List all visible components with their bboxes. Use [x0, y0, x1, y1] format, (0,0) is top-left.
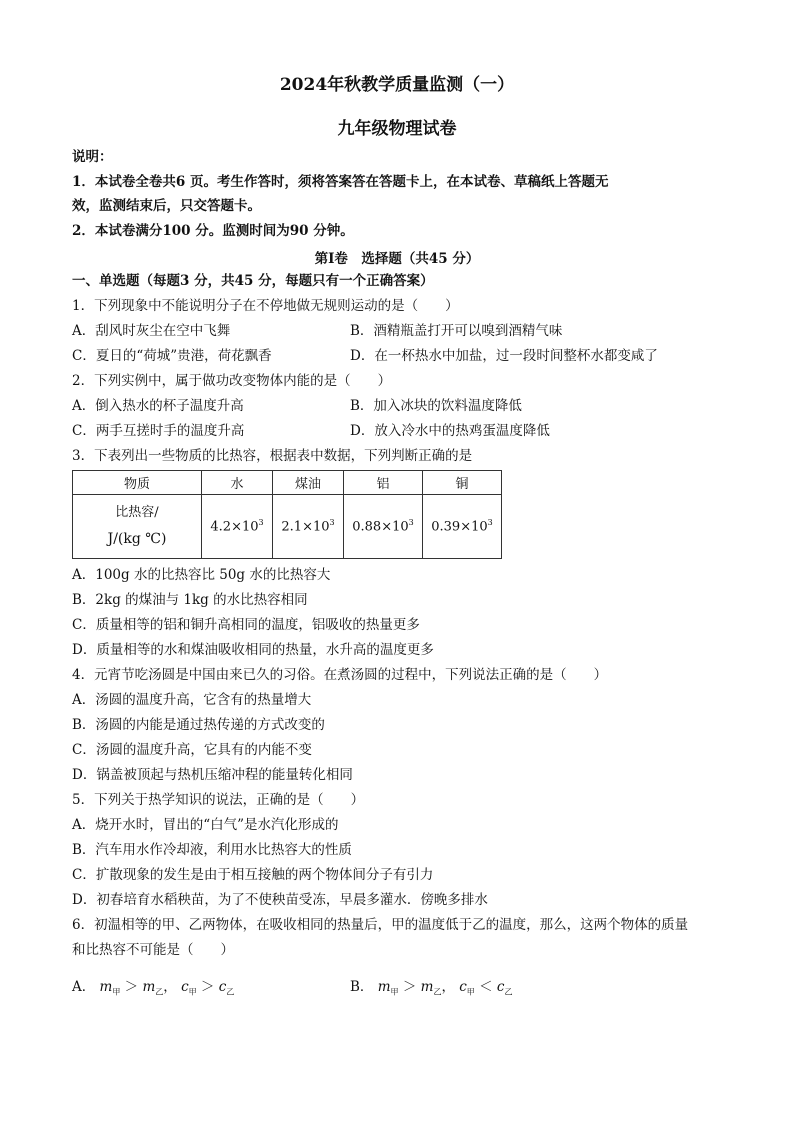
subscript-yi: 乙 — [226, 987, 235, 997]
relation: ＞ — [124, 979, 139, 995]
subscript-yi: 乙 — [155, 987, 164, 997]
relation: ＜ — [479, 979, 493, 995]
mass-symbol: m — [142, 979, 156, 995]
table-header-aluminum: 铝 — [344, 471, 423, 495]
notes-heading: 说明： — [72, 149, 113, 165]
exponent: 3 — [487, 518, 493, 528]
exponent: 3 — [258, 518, 264, 528]
q2-option-d: D．放入冷水中的热鸡蛋温度降低 — [350, 423, 550, 439]
q2-option-c: C．两手互搓时手的温度升高 — [72, 423, 245, 439]
q3-option-b: B．2kg 的煤油与 1kg 的水比热容相同 — [72, 592, 308, 608]
separator: ， — [163, 979, 177, 995]
separator: ， — [441, 979, 455, 995]
q2-stem: 2．下列实例中，属于做功改变物体内能的是（ ） — [72, 373, 392, 389]
table-header-water: 水 — [202, 471, 273, 495]
subscript-yi: 乙 — [433, 987, 442, 997]
mass-symbol: m — [377, 979, 391, 995]
table-cell-copper — [423, 495, 502, 559]
table-header-copper: 铜 — [423, 471, 502, 495]
q3-option-c: C．质量相等的铝和铜升高相同的温度，铝吸收的热量更多 — [72, 617, 420, 633]
value-water: 4.2×10 — [210, 519, 259, 535]
q1-option-d: D．在一杯热水中加盐，过一段时间整杯水都变咸了 — [350, 348, 658, 364]
q2-option-a: A．倒入热水的杯子温度升高 — [72, 398, 244, 414]
row-label-line-1: 比热容/ — [115, 504, 159, 520]
specific-heat-table — [72, 470, 502, 559]
q4-stem: 4．元宵节吃汤圆是中国由来已久的习俗。在煮汤圆的过程中，下列说法正确的是（ ） — [72, 667, 608, 683]
table-header-substance: 物质 — [73, 471, 202, 495]
table-cell-kerosene — [273, 495, 344, 559]
table-cell-aluminum — [344, 495, 423, 559]
exam-title: 2024年秋教学质量监测（一） — [279, 75, 515, 95]
q1-option-c: C．夏日的“荷城”贵港，荷花飘香 — [72, 348, 272, 364]
q1-option-a: A．刮风时灰尘在空中飞舞 — [72, 323, 231, 339]
q4-option-a: A．汤圆的温度升高，它含有的热量增大 — [72, 692, 312, 708]
notes-item-1-line-1: 1．本试卷全卷共6 页。考生作答时，须将答案答在答题卡上，在本试卷、草稿纸上答题无 — [72, 174, 609, 190]
q4-option-d: D．锅盖被顶起与热机压缩冲程的能量转化相同 — [72, 767, 353, 783]
subscript-jia: 甲 — [112, 987, 121, 997]
table-header-kerosene: 煤油 — [273, 471, 344, 495]
heat-capacity-symbol: c — [459, 979, 467, 995]
value-kerosene: 2.1×10 — [281, 519, 330, 535]
subscript-yi: 乙 — [504, 987, 513, 997]
q5-stem: 5．下列关于热学知识的说法，正确的是（ ） — [72, 792, 365, 808]
q1-option-b: B．酒精瓶盖打开可以嗅到酒精气味 — [350, 323, 563, 339]
mass-symbol: m — [420, 979, 434, 995]
subscript-jia: 甲 — [466, 987, 475, 997]
q1-stem: 1．下列现象中不能说明分子在不停地做无规则运动的是（ ） — [72, 298, 459, 314]
subscript-jia: 甲 — [188, 987, 197, 997]
q5-option-c: C．扩散现象的发生是由于相互接触的两个物体间分子有引力 — [72, 867, 434, 883]
section-heading: 一、单选题（每题3 分，共45 分，每题只有一个正确答案） — [72, 273, 434, 289]
relation: ＞ — [402, 979, 417, 995]
notes-item-1-line-2: 效，监测结束后，只交答题卡。 — [72, 198, 261, 214]
option-label: B． — [350, 979, 374, 995]
q6-stem-line-1: 6．初温相等的甲、乙两物体，在吸收相同的热量后，甲的温度低于乙的温度，那么，这两个物体的质量 — [72, 917, 689, 933]
q2-option-b: B．加入冰块的饮料温度降低 — [350, 398, 522, 414]
option-label: A． — [72, 979, 96, 995]
q3-option-d: D．质量相等的水和煤油吸收相同的热量，水升高的温度更多 — [72, 642, 434, 658]
exponent: 3 — [329, 518, 335, 528]
heat-capacity-symbol: c — [181, 979, 189, 995]
q5-option-d: D．初春培育水稻秧苗，为了不使秧苗受冻，早晨多灌水．傍晚多排水 — [72, 892, 488, 908]
q3-stem: 3．下表列出一些物质的比热容，根据表中数据，下列判断正确的是 — [72, 448, 473, 464]
table-row-label — [73, 495, 202, 559]
exam-subtitle: 九年级物理试卷 — [337, 119, 457, 139]
q6-stem-line-2: 和比热容不可能是（ ） — [72, 942, 234, 958]
q5-option-b: B．汽车用水作冷却液，利用水比热容大的性质 — [72, 842, 352, 858]
notes-item-2: 2．本试卷满分100 分。监测时间为90 分钟。 — [72, 223, 354, 239]
row-label-line-2: J/(kg ℃) — [107, 530, 167, 547]
q4-option-c: C．汤圆的温度升高，它具有的内能不变 — [72, 742, 312, 758]
heat-capacity-symbol: c — [496, 979, 505, 995]
value-copper: 0.39×10 — [431, 519, 488, 535]
part1-heading: 第Ⅰ卷 选择题（共45 分） — [314, 251, 480, 267]
q3-option-a: A．100g 水的比热容比 50g 水的比热容大 — [72, 567, 331, 583]
heat-capacity-symbol: c — [218, 979, 227, 995]
q4-option-b: B．汤圆的内能是通过热传递的方式改变的 — [72, 717, 325, 733]
table-cell-water — [202, 495, 273, 559]
mass-symbol: m — [99, 979, 113, 995]
q5-option-a: A．烧开水时，冒出的“白气”是水汽化形成的 — [72, 817, 339, 833]
q6-option-a — [72, 975, 234, 998]
relation: ＞ — [200, 979, 215, 995]
subscript-jia: 甲 — [390, 987, 399, 997]
q6-option-b — [350, 975, 512, 998]
exponent: 3 — [408, 518, 414, 528]
value-aluminum: 0.88×10 — [352, 519, 409, 535]
